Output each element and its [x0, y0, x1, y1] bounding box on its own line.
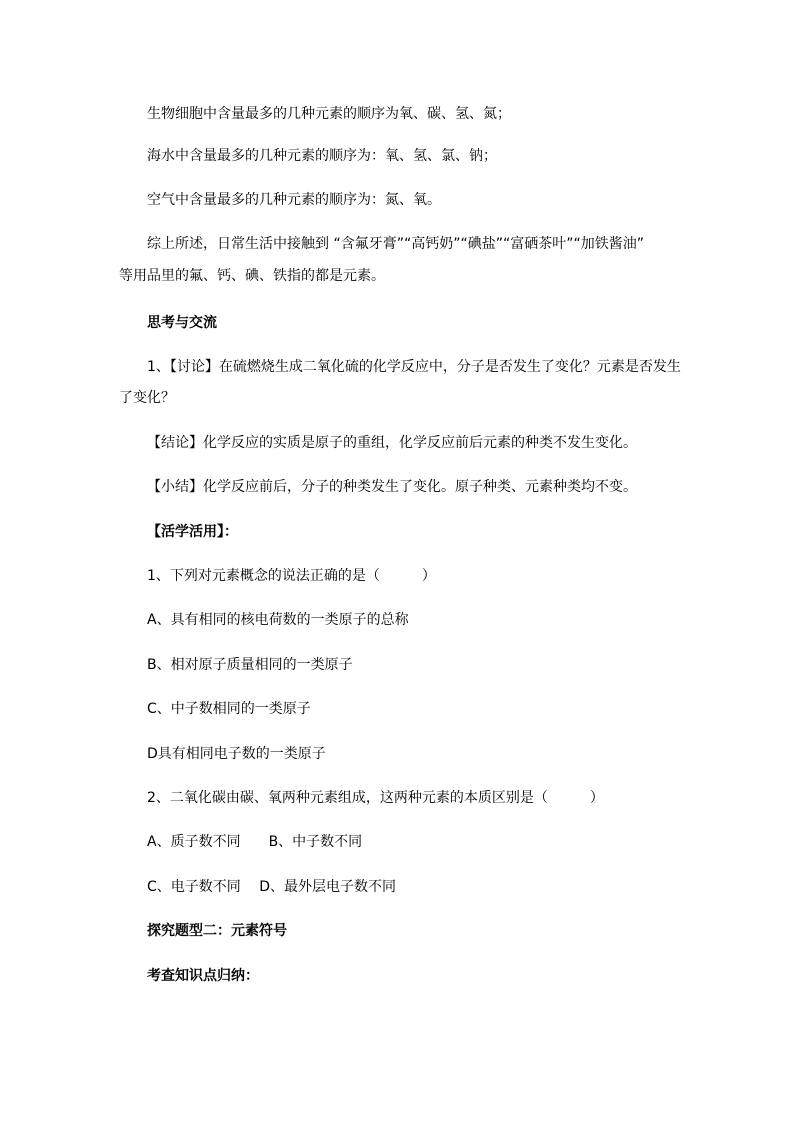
- paragraph-conclusion: 【结论】化学反应的实质是原子的重组，化学反应前后元素的种类不发生变化。: [147, 435, 637, 451]
- paragraph-seawater-elements: 海水中含量最多的几种元素的顺序为：氧、氢、氯、钠；: [147, 148, 497, 164]
- exercise-2-question: 2、二氧化碳由碳、氧两种元素组成，这两种元素的本质区别是（ ）: [147, 790, 604, 806]
- question-discussion-line2: 了变化？: [119, 390, 175, 406]
- exercise-2-options-ab: A、质子数不同 B、中子数不同: [147, 834, 363, 850]
- exercise-1-option-d: D具有相同电子数的一类原子: [147, 746, 326, 762]
- heading-question-type-2: 探究题型二：元素符号: [147, 923, 287, 939]
- paragraph-summary: 【小结】化学反应前后，分子的种类发生了变化。原子种类、元素种类均不变。: [147, 479, 637, 495]
- paragraph-summary-line1: 综上所述，日常生活中接触到 “含氟牙膏”“高钙奶”“碘盐”“富硒茶叶”“加铁酱油”: [147, 236, 644, 252]
- exercise-1-question: 1、下列对元素概念的说法正确的是（ ）: [147, 568, 436, 584]
- paragraph-biology-elements: 生物细胞中含量最多的几种元素的顺序为氧、碳、氢、氮；: [147, 106, 511, 122]
- paragraph-air-elements: 空气中含量最多的几种元素的顺序为：氮、氧。: [147, 192, 441, 208]
- question-discussion-line1: 1、【讨论】在硫燃烧生成二氧化硫的化学反应中，分子是否发生了变化？元素是否发生: [147, 359, 681, 375]
- paragraph-summary-line2: 等用品里的氟、钙、碘、铁指的都是元素。: [119, 268, 385, 284]
- exercise-1-option-b: B、相对原子质量相同的一类原子: [147, 657, 353, 673]
- heading-think-and-discuss: 思考与交流: [147, 315, 217, 331]
- heading-practice: 【活学活用】：: [147, 524, 238, 540]
- exercise-1-option-c: C、中子数相同的一类原子: [147, 701, 311, 717]
- exercise-2-options-cd: C、电子数不同 D、最外层电子数不同: [147, 879, 397, 895]
- heading-knowledge-points: 考查知识点归纳：: [147, 968, 259, 984]
- exercise-1-option-a: A、具有相同的核电荷数的一类原子的总称: [147, 612, 409, 628]
